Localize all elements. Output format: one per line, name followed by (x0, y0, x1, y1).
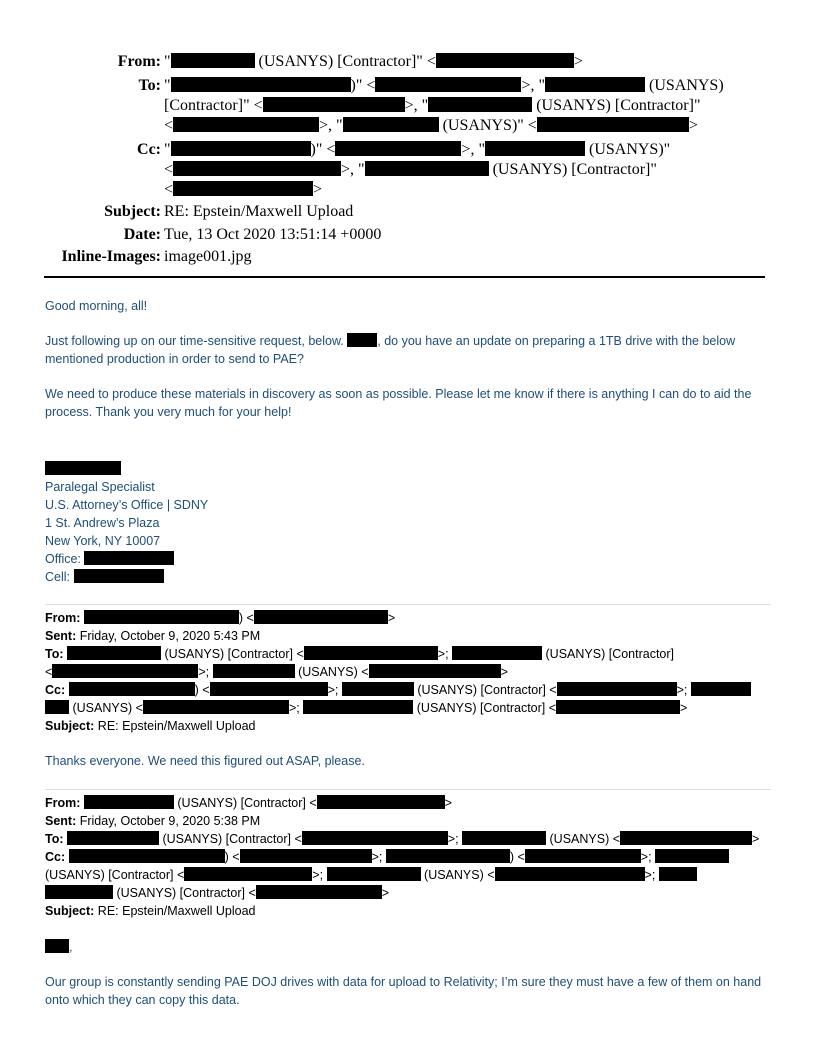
redaction-name (45, 461, 121, 475)
quoted-message-2 (45, 794, 771, 924)
message-body (45, 297, 770, 421)
header-cc-row (0, 140, 816, 160)
q2-body-text: Our group is constantly sending PAE DOJ drives with data for upload to Relativity; I’m sure they must have a few of them on hand onto which they can copy this data. (45, 975, 762, 1007)
header-divider (44, 276, 765, 278)
redaction (495, 867, 645, 881)
q2-sent: Sent: Friday, October 9, 2020 5:38 PM (45, 814, 261, 828)
to-value-line2: [Contractor]" < >, " (USANYS) [Contractor]" (164, 97, 701, 114)
q1-to-line2: < >; (USANYS) < > (45, 665, 508, 679)
inline-images-label: Inline-Images: (61, 248, 161, 265)
redaction (342, 682, 414, 696)
redaction (386, 849, 510, 863)
redaction (69, 682, 195, 696)
redaction (84, 610, 239, 624)
header-from-row (0, 52, 816, 72)
to-value-line2-row (0, 96, 816, 116)
quoted-separator-2 (45, 789, 771, 790)
signature-block (45, 460, 770, 586)
redaction (184, 867, 312, 881)
cc-value-line2-row (0, 160, 816, 180)
redaction (67, 831, 159, 845)
header-to-row (0, 76, 816, 96)
email-header (0, 52, 816, 265)
q2-to: To: (USANYS) [Contractor] < >; (USANYS) < > (45, 832, 760, 846)
redaction (171, 53, 255, 68)
quoted-separator-1 (45, 604, 771, 605)
redaction (256, 885, 382, 899)
redaction (171, 77, 351, 92)
from-label: From: (117, 53, 161, 70)
signature-office-phone: Office: (45, 550, 770, 568)
redaction (436, 53, 574, 68)
signature-cell-phone: Cell: (45, 568, 770, 586)
redaction (45, 700, 69, 714)
from-value: " (USANYS) [Contractor]" < > (164, 53, 583, 70)
redaction (45, 939, 69, 953)
cc-value-line3: < > (164, 181, 323, 198)
redaction (303, 700, 413, 714)
redaction (263, 97, 405, 112)
date-label: Date: (123, 226, 161, 243)
redaction (691, 682, 751, 696)
redaction (557, 682, 677, 696)
redaction (525, 849, 641, 863)
redaction (375, 77, 521, 92)
q2-greeting: , (45, 938, 770, 956)
subject-label: Subject: (104, 203, 161, 220)
redaction (240, 849, 372, 863)
redaction (52, 664, 198, 678)
cc-value-line3-row (0, 180, 816, 200)
signature-address2: New York, NY 10007 (45, 534, 161, 548)
q1-body-text: Thanks everyone. We need this figured out ASAP, please. (45, 754, 365, 768)
q2-cc-line2: (USANYS) [Contractor] < >; (USANYS) < >; (45, 866, 697, 884)
redaction (327, 867, 421, 881)
redaction (67, 646, 161, 660)
redaction (452, 646, 542, 660)
redaction (537, 117, 689, 132)
paragraph-1: Just following up on our time-sensitive request, below. , do you have an update on preparing a 1TB drive with the below mentioned production in order to send to PAE? (45, 334, 736, 366)
q2-cc-line3: (USANYS) [Contractor] < > (45, 884, 389, 902)
q2-body (45, 938, 770, 1009)
redaction (347, 333, 377, 347)
paragraph-2: We need to produce these materials in discovery as soon as possible. Please let me know if there is anything I can do to aid the process. Thank you very much for your help! (45, 387, 752, 419)
redaction (369, 664, 501, 678)
redaction (143, 700, 289, 714)
cc-value-line1: " )" < >, " (USANYS)" (164, 141, 671, 158)
redaction (302, 831, 448, 845)
signature-title: Paralegal Specialist (45, 480, 155, 494)
to-value-line3: < >, " (USANYS)" < > (164, 117, 698, 134)
redaction (213, 664, 295, 678)
redaction (74, 569, 164, 583)
redaction (485, 141, 585, 156)
redaction (84, 795, 174, 809)
q1-body (45, 752, 770, 770)
to-value-line1: " )" < >, " (USANYS) (164, 77, 724, 94)
subject-value: RE: Epstein/Maxwell Upload (164, 203, 354, 220)
header-inline-images-row (0, 247, 816, 267)
header-subject-row (0, 202, 816, 222)
redaction (45, 885, 113, 899)
q1-cc-line1: Cc: ) < >; (USANYS) [Contractor] < >; (45, 681, 751, 699)
redaction (173, 161, 341, 176)
redaction (69, 849, 225, 863)
q1-sent: Sent: Friday, October 9, 2020 5:43 PM (45, 629, 261, 643)
signature-office: U.S. Attorney’s Office | SDNY (45, 498, 209, 512)
redaction (304, 646, 438, 660)
date-value: Tue, 13 Oct 2020 13:51:14 +0000 (164, 226, 382, 243)
q1-subject: Subject: RE: Epstein/Maxwell Upload (45, 719, 256, 733)
cc-value-line2: < >, " (USANYS) [Contractor]" (164, 161, 657, 178)
redaction (659, 867, 697, 881)
redaction (545, 77, 645, 92)
redaction (462, 831, 546, 845)
redaction (343, 117, 439, 132)
signature-address1: 1 St. Andrew’s Plaza (45, 516, 160, 530)
redaction (84, 551, 174, 565)
to-value-line3-row (0, 116, 816, 136)
cc-label: Cc: (137, 141, 161, 158)
q1-from: From: ) < > (45, 611, 396, 625)
redaction (173, 181, 313, 196)
redaction (655, 849, 729, 863)
quoted-message-1 (45, 609, 771, 739)
redaction (620, 831, 752, 845)
greeting: Good morning, all! (45, 299, 148, 313)
redaction (365, 161, 489, 176)
redaction (254, 610, 388, 624)
redaction (335, 141, 461, 156)
q1-to-line1: To: (USANYS) [Contractor] < >; (USANYS) [Contractor] (45, 647, 675, 661)
redaction (428, 97, 532, 112)
q2-from: From: (USANYS) [Contractor] < > (45, 796, 452, 810)
redaction (173, 117, 319, 132)
redaction (317, 795, 445, 809)
q2-cc-line1: Cc: ) < >; ) < >; (45, 848, 729, 866)
redaction (210, 682, 328, 696)
q1-cc-line2: (USANYS) < >; (USANYS) [Contractor] < > (45, 699, 687, 717)
redaction (556, 700, 680, 714)
to-label: To: (138, 77, 161, 94)
redaction (171, 141, 311, 156)
inline-images-value: image001.jpg (164, 248, 252, 265)
q2-subject: Subject: RE: Epstein/Maxwell Upload (45, 904, 256, 918)
header-date-row (0, 225, 816, 245)
